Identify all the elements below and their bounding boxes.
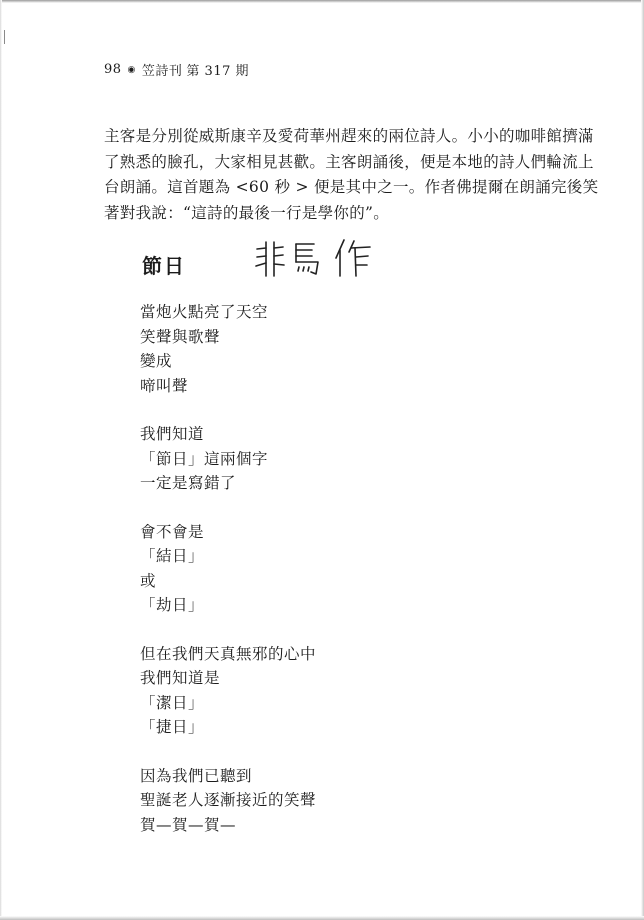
poem-line: 聖誕老人逐漸接近的笑聲 (140, 791, 317, 809)
poem-line: 「節日」這兩個字 (140, 449, 269, 468)
page-header (104, 60, 249, 79)
poem-line: 或 (140, 571, 157, 590)
poem-stanza (140, 642, 316, 740)
poem-line: 會不會是 (140, 522, 205, 541)
issue-number: 第 317 期 (186, 64, 249, 79)
handwritten-signature (252, 236, 382, 282)
bullet-icon: ◉ (127, 64, 136, 75)
poem-line: 「結日」 (140, 547, 205, 565)
intro-paragraph: 主客是分別從威斯康辛及愛荷華州趕來的兩位詩人。小小的咖啡館擠滿了熟悉的臉孔，大家相見甚歡。主客朗誦後，便是本地的詩人們輪流上台朗誦。這首題為 <60 秒 > 便是其中之一。作者佛提爾在朗誦完後笑著對我說：“這詩的最後一行是學你的”。 (104, 127, 599, 222)
intro-section (104, 124, 604, 226)
scan-edge-bottom (0, 916, 644, 920)
binder-mark (4, 30, 5, 44)
scan-edge-left (0, 0, 2, 920)
journal-name: 笠詩刊 (141, 64, 183, 79)
poem-line: 因為我們已聽到 (140, 766, 253, 785)
poem-line: 「捷日」 (140, 718, 205, 736)
poem-body (140, 300, 316, 861)
poem-stanza (140, 764, 316, 838)
poem-line: 當炮火點亮了天空 (140, 303, 269, 321)
poem-line: 啼叫聲 (140, 376, 189, 395)
poem-line: 賀—賀—賀— (140, 815, 237, 834)
poem-stanza (140, 520, 316, 618)
poem-line: 笑聲與歌聲 (140, 327, 221, 346)
poem-line: 一定是寫錯了 (140, 474, 237, 492)
poem-line: 「劫日」 (140, 596, 205, 614)
poem-stanza (140, 422, 316, 496)
page-number: 98 (104, 62, 122, 77)
poem-line: 「潔日」 (140, 693, 205, 712)
poem-line: 我們知道是 (140, 669, 221, 687)
poem-title: 節日 (142, 254, 186, 278)
poem-line: 但在我們天真無邪的心中 (140, 644, 317, 663)
poem-line: 我們知道 (140, 425, 205, 443)
poem-line: 變成 (140, 352, 173, 370)
poem-stanza (140, 300, 316, 398)
scan-edge-top (0, 0, 644, 3)
